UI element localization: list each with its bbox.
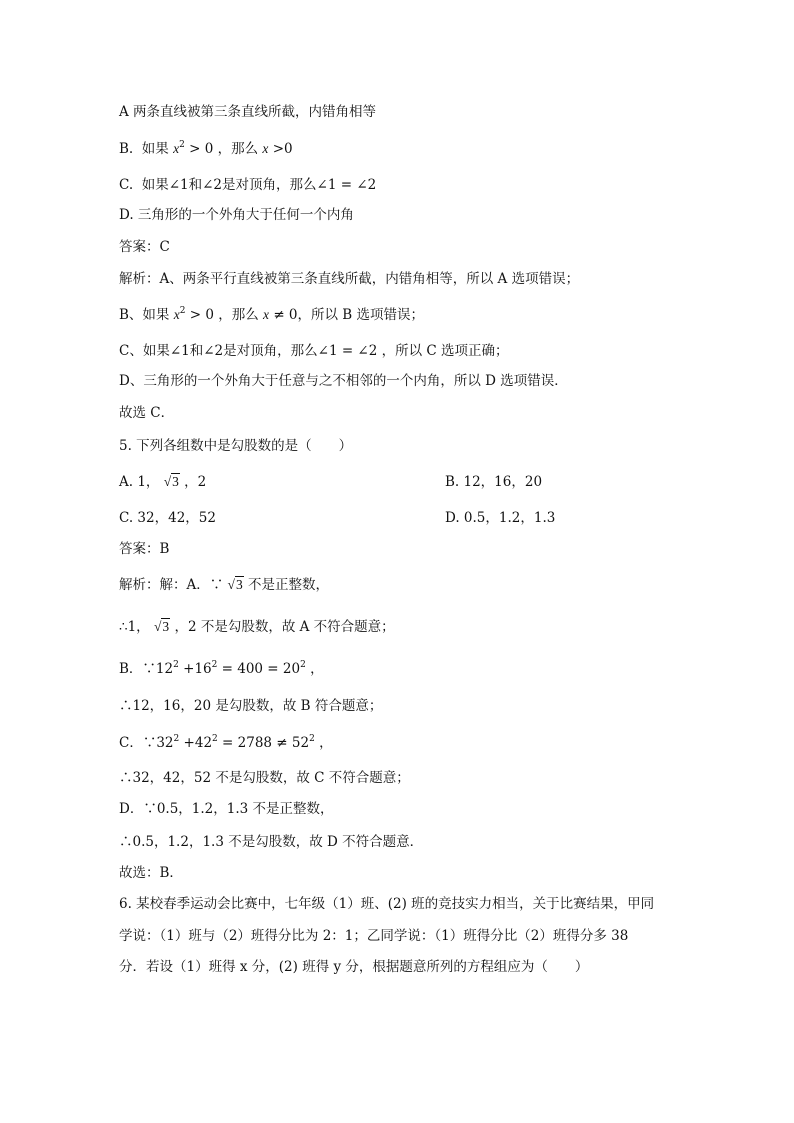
q5-analysis-2: ∴1， √3 ，2 不是勾股数，故 A 不符合题意； [119,619,395,635]
q5-stem: 5. 下列各组数中是勾股数的是（ ） [119,438,353,454]
q5-analysis-3: B．$\because 12^2 +16^2 = 400 = 20^2$ ， [119,660,324,677]
q4-option-c: C. 如果∠1和∠2是对顶角，那么∠1 = ∠2 [119,177,377,193]
q5-analysis-4: ∴12，16，20 是勾股数，故 B 符合题意； [119,698,383,714]
q5-option-d: D. 0.5，1.2，1.3 [445,510,556,526]
q4-analysis-d: D、三角形的一个外角大于任意与之不相邻的一个内角，所以 D 选项错误． [119,373,568,389]
q5-analysis-6: ∴32，42，52 不是勾股数，故 C 不符合题意； [119,770,410,786]
q5-analysis-1: 解析：解：A．∵ √3 不是正整数， [119,577,330,593]
q4-analysis-a: 解析：A、两条平行直线被第三条直线所截，内错角相等，所以 A 选项错误； [119,271,580,287]
q6-stem-line-1: 6. 某校春季运动会比赛中，七年级（1）班、(2) 班的竞技实力相当，关于比赛结果，甲同 [119,896,655,912]
q5-conclusion: 故选：B． [119,865,183,881]
q4-option-d: D. 三角形的一个外角大于任何一个内角 [119,207,354,223]
q5-answer: 答案：B [119,541,170,557]
q5-option-b: B. 12，16，20 [445,474,543,490]
q5-analysis-8: ∴0.5，1.2，1.3 不是勾股数，故 D 不符合题意． [119,834,424,850]
q6-stem-line-3: 分．若设（1）班得 x 分，(2) 班得 y 分，根据题意所列的方程组应为（ ） [119,959,589,975]
q4-option-a: A 两条直线被第三条直线所截，内错角相等 [119,104,377,120]
q5-analysis-5: C．$\because 32^2 +42^2 = 2788 \ne 52^2$ ， [119,734,333,751]
q4-conclusion: 故选 C． [119,405,175,421]
q4-analysis-b: B、如果 $x^2 > 0$ ，那么 x ≠ 0，所以 B 选项错误； [119,306,425,323]
q4-analysis-c: C、如果∠1和∠2是对顶角，那么∠1 = ∠2 ，所以 C 选项正确； [119,343,509,359]
q5-option-a: A. 1， √3 ，2 [119,474,207,490]
q4-answer: 答案：C [119,239,170,255]
q5-analysis-7: D．∵0.5，1.2，1.3 不是正整数， [119,801,334,817]
q4-option-b: B. 如果 $x^2 > 0$ ，那么 x >0 [119,140,293,157]
q6-stem-line-2: 学说：（1）班与（2）班得分比为 2：1；乙同学说：（1）班得分比（2）班得分多 38 [119,928,629,944]
q5-option-c: C. 32，42，52 [119,510,216,526]
